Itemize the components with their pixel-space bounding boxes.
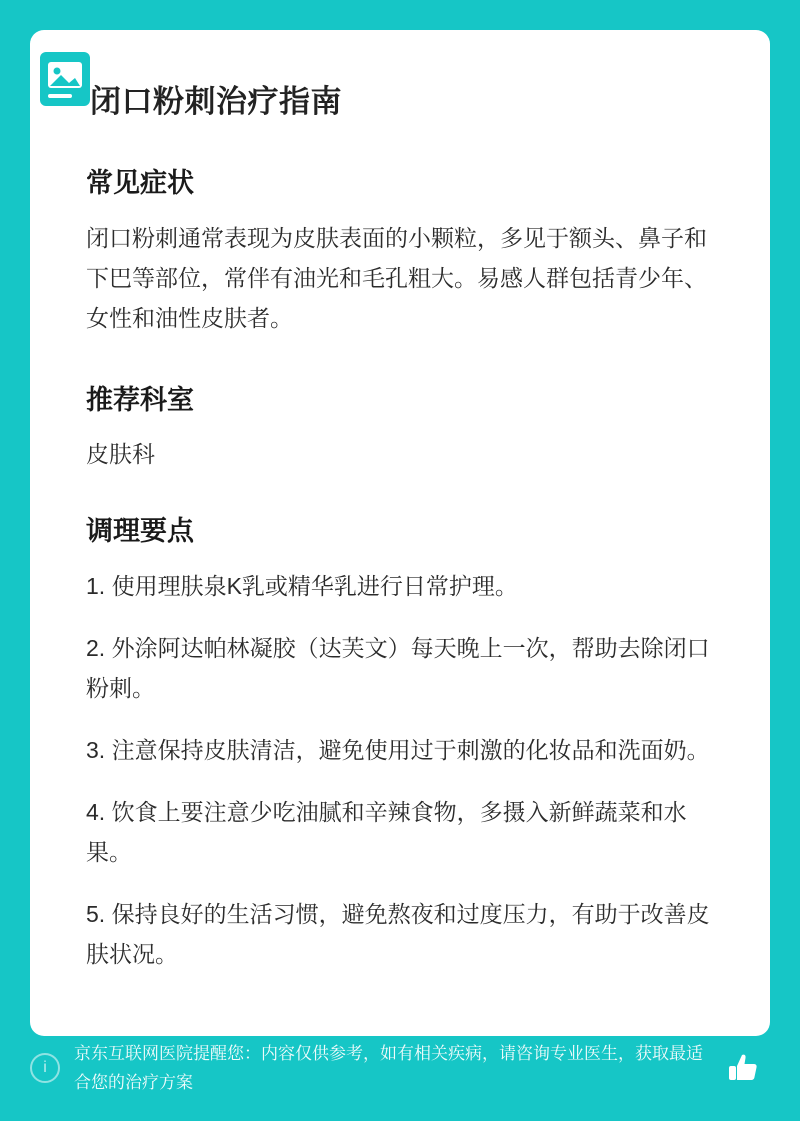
section-body-symptoms: 闭口粉刺通常表现为皮肤表面的小颗粒，多见于额头、鼻子和下巴等部位，常伴有油光和毛孔粗大。易感人群包括青少年、女性和油性皮肤者。 [86, 225, 707, 331]
info-circle-icon: i [30, 1053, 60, 1083]
page-title: 闭口粉刺治疗指南 [90, 84, 342, 119]
section-heading-department: 推荐科室 [86, 385, 194, 415]
list-item: 4. 饮食上要注意少吃油腻和辛辣食物，多摄入新鲜蔬菜和水果。 [86, 799, 687, 865]
list-item: 2. 外涂阿达帕林凝胶（达芙文）每天晚上一次，帮助去除闭口粉刺。 [86, 635, 710, 701]
section-body-department: 皮肤科 [86, 441, 155, 467]
footer-disclaimer-bar [30, 1033, 770, 1103]
thumbs-up-icon[interactable] [724, 1048, 764, 1088]
document-image-icon [38, 50, 92, 108]
list-item: 3. 注意保持皮肤清洁，避免使用过于刺激的化妆品和洗面奶。 [86, 737, 710, 763]
section-heading-careplan: 调理要点 [86, 516, 194, 546]
disclaimer-text: 京东互联网医院提醒您：内容仅供参考，如有相关疾病，请咨询专业医生，获取最适合您的治疗方案 [74, 1044, 703, 1092]
list-item: 1. 使用理肤泉K乳或精华乳进行日常护理。 [86, 573, 518, 599]
section-heading-symptoms: 常见症状 [86, 168, 194, 198]
list-item: 5. 保持良好的生活习惯，避免熬夜和过度压力，有助于改善皮肤状况。 [86, 901, 710, 967]
care-steps-list [86, 566, 728, 974]
content-card [30, 30, 770, 1036]
